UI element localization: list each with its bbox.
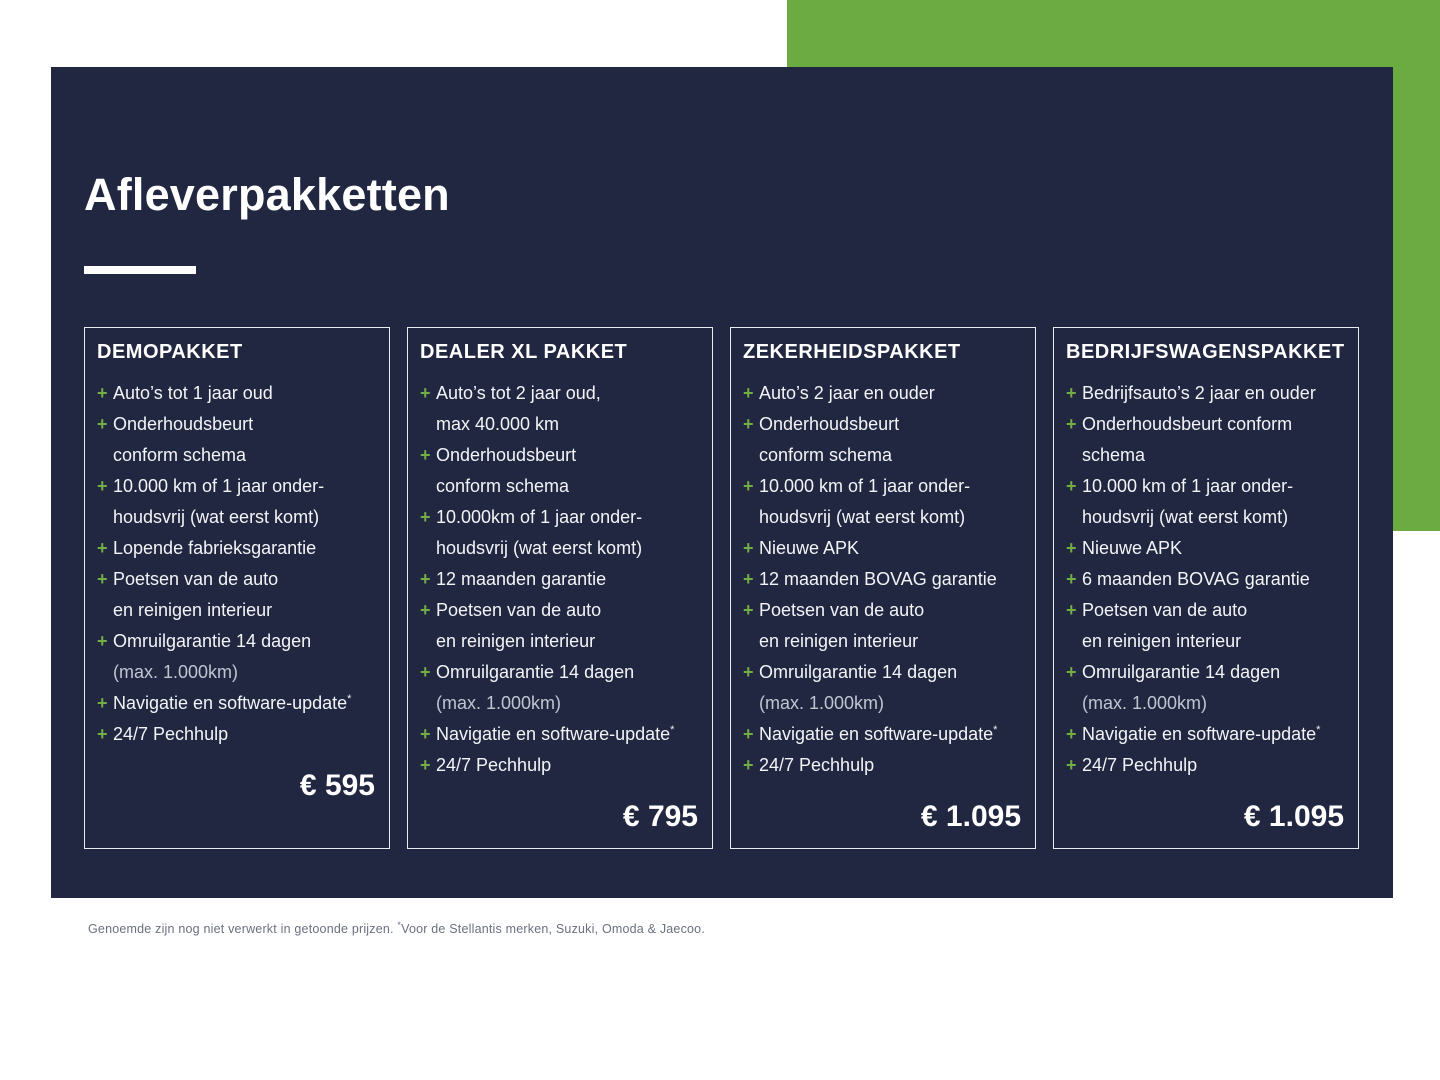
- feature-line-continued: [743, 502, 1023, 533]
- feature-line: [743, 471, 1023, 502]
- package-price: € 595: [299, 768, 375, 802]
- package-card: [407, 327, 713, 849]
- feature-line: [743, 564, 1023, 595]
- plus-icon: +: [97, 413, 108, 434]
- feature-line: [743, 750, 1023, 781]
- package-card: [84, 327, 390, 849]
- feature-line-continued: [1066, 688, 1346, 719]
- feature-text: Onderhoudsbeurt conform: [1082, 413, 1293, 434]
- feature-text: en reinigen interieur: [436, 630, 596, 651]
- title-underline: [84, 266, 196, 274]
- plus-icon: +: [97, 382, 108, 403]
- feature-text: Bedrijfsauto’s 2 jaar en ouder: [1082, 382, 1316, 403]
- feature-text: Poetsen van de auto: [113, 568, 279, 589]
- footnote-suffix: Voor de Stellantis merken, Suzuki, Omoda & Jaecoo.: [401, 922, 705, 937]
- feature-line: [420, 750, 700, 781]
- feature-text: (max. 1.000km): [759, 692, 885, 713]
- feature-text: Lopende fabrieksgarantie: [113, 537, 317, 558]
- plus-icon: +: [743, 475, 754, 496]
- feature-text: Onderhoudsbeurt: [113, 413, 254, 434]
- feature-text: 12 maanden BOVAG garantie: [759, 568, 997, 589]
- feature-text: Poetsen van de auto: [759, 599, 925, 620]
- feature-text: (max. 1.000km): [436, 692, 562, 713]
- plus-icon: +: [743, 413, 754, 434]
- package-price: € 1.095: [1243, 799, 1344, 833]
- asterisk-superscript: *: [670, 723, 675, 736]
- feature-text: 10.000 km of 1 jaar onder-: [113, 475, 325, 496]
- feature-line: [743, 409, 1023, 440]
- plus-icon: +: [1066, 475, 1077, 496]
- feature-text: houdsvrij (wat eerst komt): [113, 506, 320, 527]
- feature-line: [97, 378, 377, 409]
- feature-text: 10.000 km of 1 jaar onder-: [1082, 475, 1294, 496]
- feature-text: en reinigen interieur: [1082, 630, 1242, 651]
- feature-text: (max. 1.000km): [1082, 692, 1208, 713]
- feature-text: Auto’s 2 jaar en ouder: [759, 382, 935, 403]
- feature-line-continued: [420, 626, 700, 657]
- feature-line: [97, 719, 377, 750]
- feature-text: conform schema: [113, 444, 247, 465]
- footnote-asterisk: *: [397, 920, 402, 930]
- plus-icon: +: [97, 475, 108, 496]
- feature-text: Poetsen van de auto: [1082, 599, 1248, 620]
- plus-icon: +: [1066, 661, 1077, 682]
- plus-icon: +: [420, 506, 431, 527]
- feature-text: conform schema: [436, 475, 570, 496]
- feature-text: 10.000 km of 1 jaar onder-: [759, 475, 971, 496]
- feature-line: [97, 471, 377, 502]
- feature-text: houdsvrij (wat eerst komt): [436, 537, 643, 558]
- plus-icon: +: [743, 382, 754, 403]
- asterisk-superscript: *: [993, 723, 998, 736]
- feature-line: [743, 657, 1023, 688]
- feature-text: en reinigen interieur: [113, 599, 273, 620]
- plus-icon: +: [1066, 568, 1077, 589]
- feature-list: [743, 378, 1023, 781]
- feature-list: [420, 378, 700, 781]
- packages-panel: [51, 67, 1393, 898]
- plus-icon: +: [97, 630, 108, 651]
- feature-line: [1066, 471, 1346, 502]
- feature-line: [97, 533, 377, 564]
- feature-line: [420, 564, 700, 595]
- feature-text: houdsvrij (wat eerst komt): [1082, 506, 1289, 527]
- feature-line: [420, 657, 700, 688]
- plus-icon: +: [420, 599, 431, 620]
- feature-text: Navigatie en software-update: [759, 723, 994, 744]
- plus-icon: +: [1066, 413, 1077, 434]
- plus-icon: +: [743, 754, 754, 775]
- feature-text: Navigatie en software-update: [1082, 723, 1317, 744]
- feature-text: 6 maanden BOVAG garantie: [1082, 568, 1310, 589]
- feature-text: 10.000km of 1 jaar onder-: [436, 506, 643, 527]
- footnote-prefix: Genoemde zijn nog niet verwerkt in getoonde prijzen.: [88, 922, 398, 937]
- feature-text: Omruilgarantie 14 dagen: [1082, 661, 1281, 682]
- feature-line-continued: [97, 595, 377, 626]
- feature-text: Omruilgarantie 14 dagen: [113, 630, 312, 651]
- feature-line: [743, 533, 1023, 564]
- feature-line: [1066, 533, 1346, 564]
- asterisk-superscript: *: [347, 692, 352, 705]
- package-title: BEDRIJFSWAGENSPAKKET: [1066, 340, 1345, 363]
- feature-text: houdsvrij (wat eerst komt): [759, 506, 966, 527]
- page-title: Afleverpakketten: [84, 169, 450, 220]
- package-price: € 795: [622, 799, 698, 833]
- feature-line: [420, 719, 700, 750]
- feature-line: [743, 719, 1023, 750]
- feature-line-continued: [743, 626, 1023, 657]
- feature-line: [97, 409, 377, 440]
- feature-line: [420, 440, 700, 471]
- feature-line-continued: [420, 688, 700, 719]
- feature-line: [1066, 378, 1346, 409]
- feature-line-continued: [420, 533, 700, 564]
- footnote: [88, 920, 705, 936]
- feature-line: [1066, 719, 1346, 750]
- plus-icon: +: [1066, 382, 1077, 403]
- feature-text: Navigatie en software-update: [436, 723, 671, 744]
- feature-text: 24/7 Pechhulp: [759, 754, 875, 775]
- feature-text: Onderhoudsbeurt: [436, 444, 577, 465]
- feature-line: [97, 688, 377, 719]
- feature-line: [1066, 657, 1346, 688]
- plus-icon: +: [97, 537, 108, 558]
- feature-text: Nieuwe APK: [1082, 537, 1183, 558]
- feature-line: [420, 595, 700, 626]
- feature-list: [97, 378, 377, 750]
- plus-icon: +: [743, 661, 754, 682]
- plus-icon: +: [743, 723, 754, 744]
- feature-line-continued: [1066, 626, 1346, 657]
- feature-text: Nieuwe APK: [759, 537, 860, 558]
- feature-text: Poetsen van de auto: [436, 599, 602, 620]
- plus-icon: +: [743, 599, 754, 620]
- feature-text: max 40.000 km: [436, 413, 560, 434]
- plus-icon: +: [97, 692, 108, 713]
- feature-line: [743, 595, 1023, 626]
- plus-icon: +: [1066, 754, 1077, 775]
- plus-icon: +: [97, 568, 108, 589]
- feature-line-continued: [97, 440, 377, 471]
- feature-text: 24/7 Pechhulp: [436, 754, 552, 775]
- feature-line-continued: [97, 657, 377, 688]
- package-title: DEMOPAKKET: [97, 340, 243, 363]
- feature-text: Omruilgarantie 14 dagen: [436, 661, 635, 682]
- plus-icon: +: [1066, 723, 1077, 744]
- package-title: ZEKERHEIDSPAKKET: [743, 340, 961, 363]
- feature-line: [97, 626, 377, 657]
- feature-line: [1066, 409, 1346, 440]
- plus-icon: +: [743, 537, 754, 558]
- feature-line-continued: [743, 688, 1023, 719]
- plus-icon: +: [420, 382, 431, 403]
- feature-line: [420, 378, 700, 409]
- feature-line: [743, 378, 1023, 409]
- package-price: € 1.095: [920, 799, 1021, 833]
- feature-line-continued: [1066, 502, 1346, 533]
- plus-icon: +: [97, 723, 108, 744]
- feature-list: [1066, 378, 1346, 781]
- feature-text: conform schema: [759, 444, 893, 465]
- package-title: DEALER XL PAKKET: [420, 340, 628, 363]
- package-card: [730, 327, 1036, 849]
- feature-line-continued: [420, 471, 700, 502]
- plus-icon: +: [1066, 599, 1077, 620]
- feature-text: Navigatie en software-update: [113, 692, 348, 713]
- feature-line: [1066, 750, 1346, 781]
- feature-text: 24/7 Pechhulp: [1082, 754, 1198, 775]
- plus-icon: +: [420, 754, 431, 775]
- feature-line-continued: [97, 502, 377, 533]
- feature-text: 12 maanden garantie: [436, 568, 607, 589]
- feature-line-continued: [743, 440, 1023, 471]
- feature-line: [1066, 564, 1346, 595]
- feature-line-continued: [1066, 440, 1346, 471]
- feature-text: Auto’s tot 1 jaar oud: [113, 382, 273, 403]
- asterisk-superscript: *: [1316, 723, 1321, 736]
- feature-text: (max. 1.000km): [113, 661, 239, 682]
- feature-line: [420, 502, 700, 533]
- feature-line: [97, 564, 377, 595]
- plus-icon: +: [1066, 537, 1077, 558]
- package-cards: [84, 327, 1359, 849]
- feature-text: Auto’s tot 2 jaar oud,: [436, 382, 601, 403]
- plus-icon: +: [420, 568, 431, 589]
- feature-line-continued: [420, 409, 700, 440]
- feature-text: 24/7 Pechhulp: [113, 723, 229, 744]
- feature-line: [1066, 595, 1346, 626]
- package-card: [1053, 327, 1359, 849]
- feature-text: Omruilgarantie 14 dagen: [759, 661, 958, 682]
- feature-text: schema: [1082, 444, 1146, 465]
- plus-icon: +: [420, 723, 431, 744]
- plus-icon: +: [743, 568, 754, 589]
- plus-icon: +: [420, 661, 431, 682]
- feature-text: Onderhoudsbeurt: [759, 413, 900, 434]
- plus-icon: +: [420, 444, 431, 465]
- feature-text: en reinigen interieur: [759, 630, 919, 651]
